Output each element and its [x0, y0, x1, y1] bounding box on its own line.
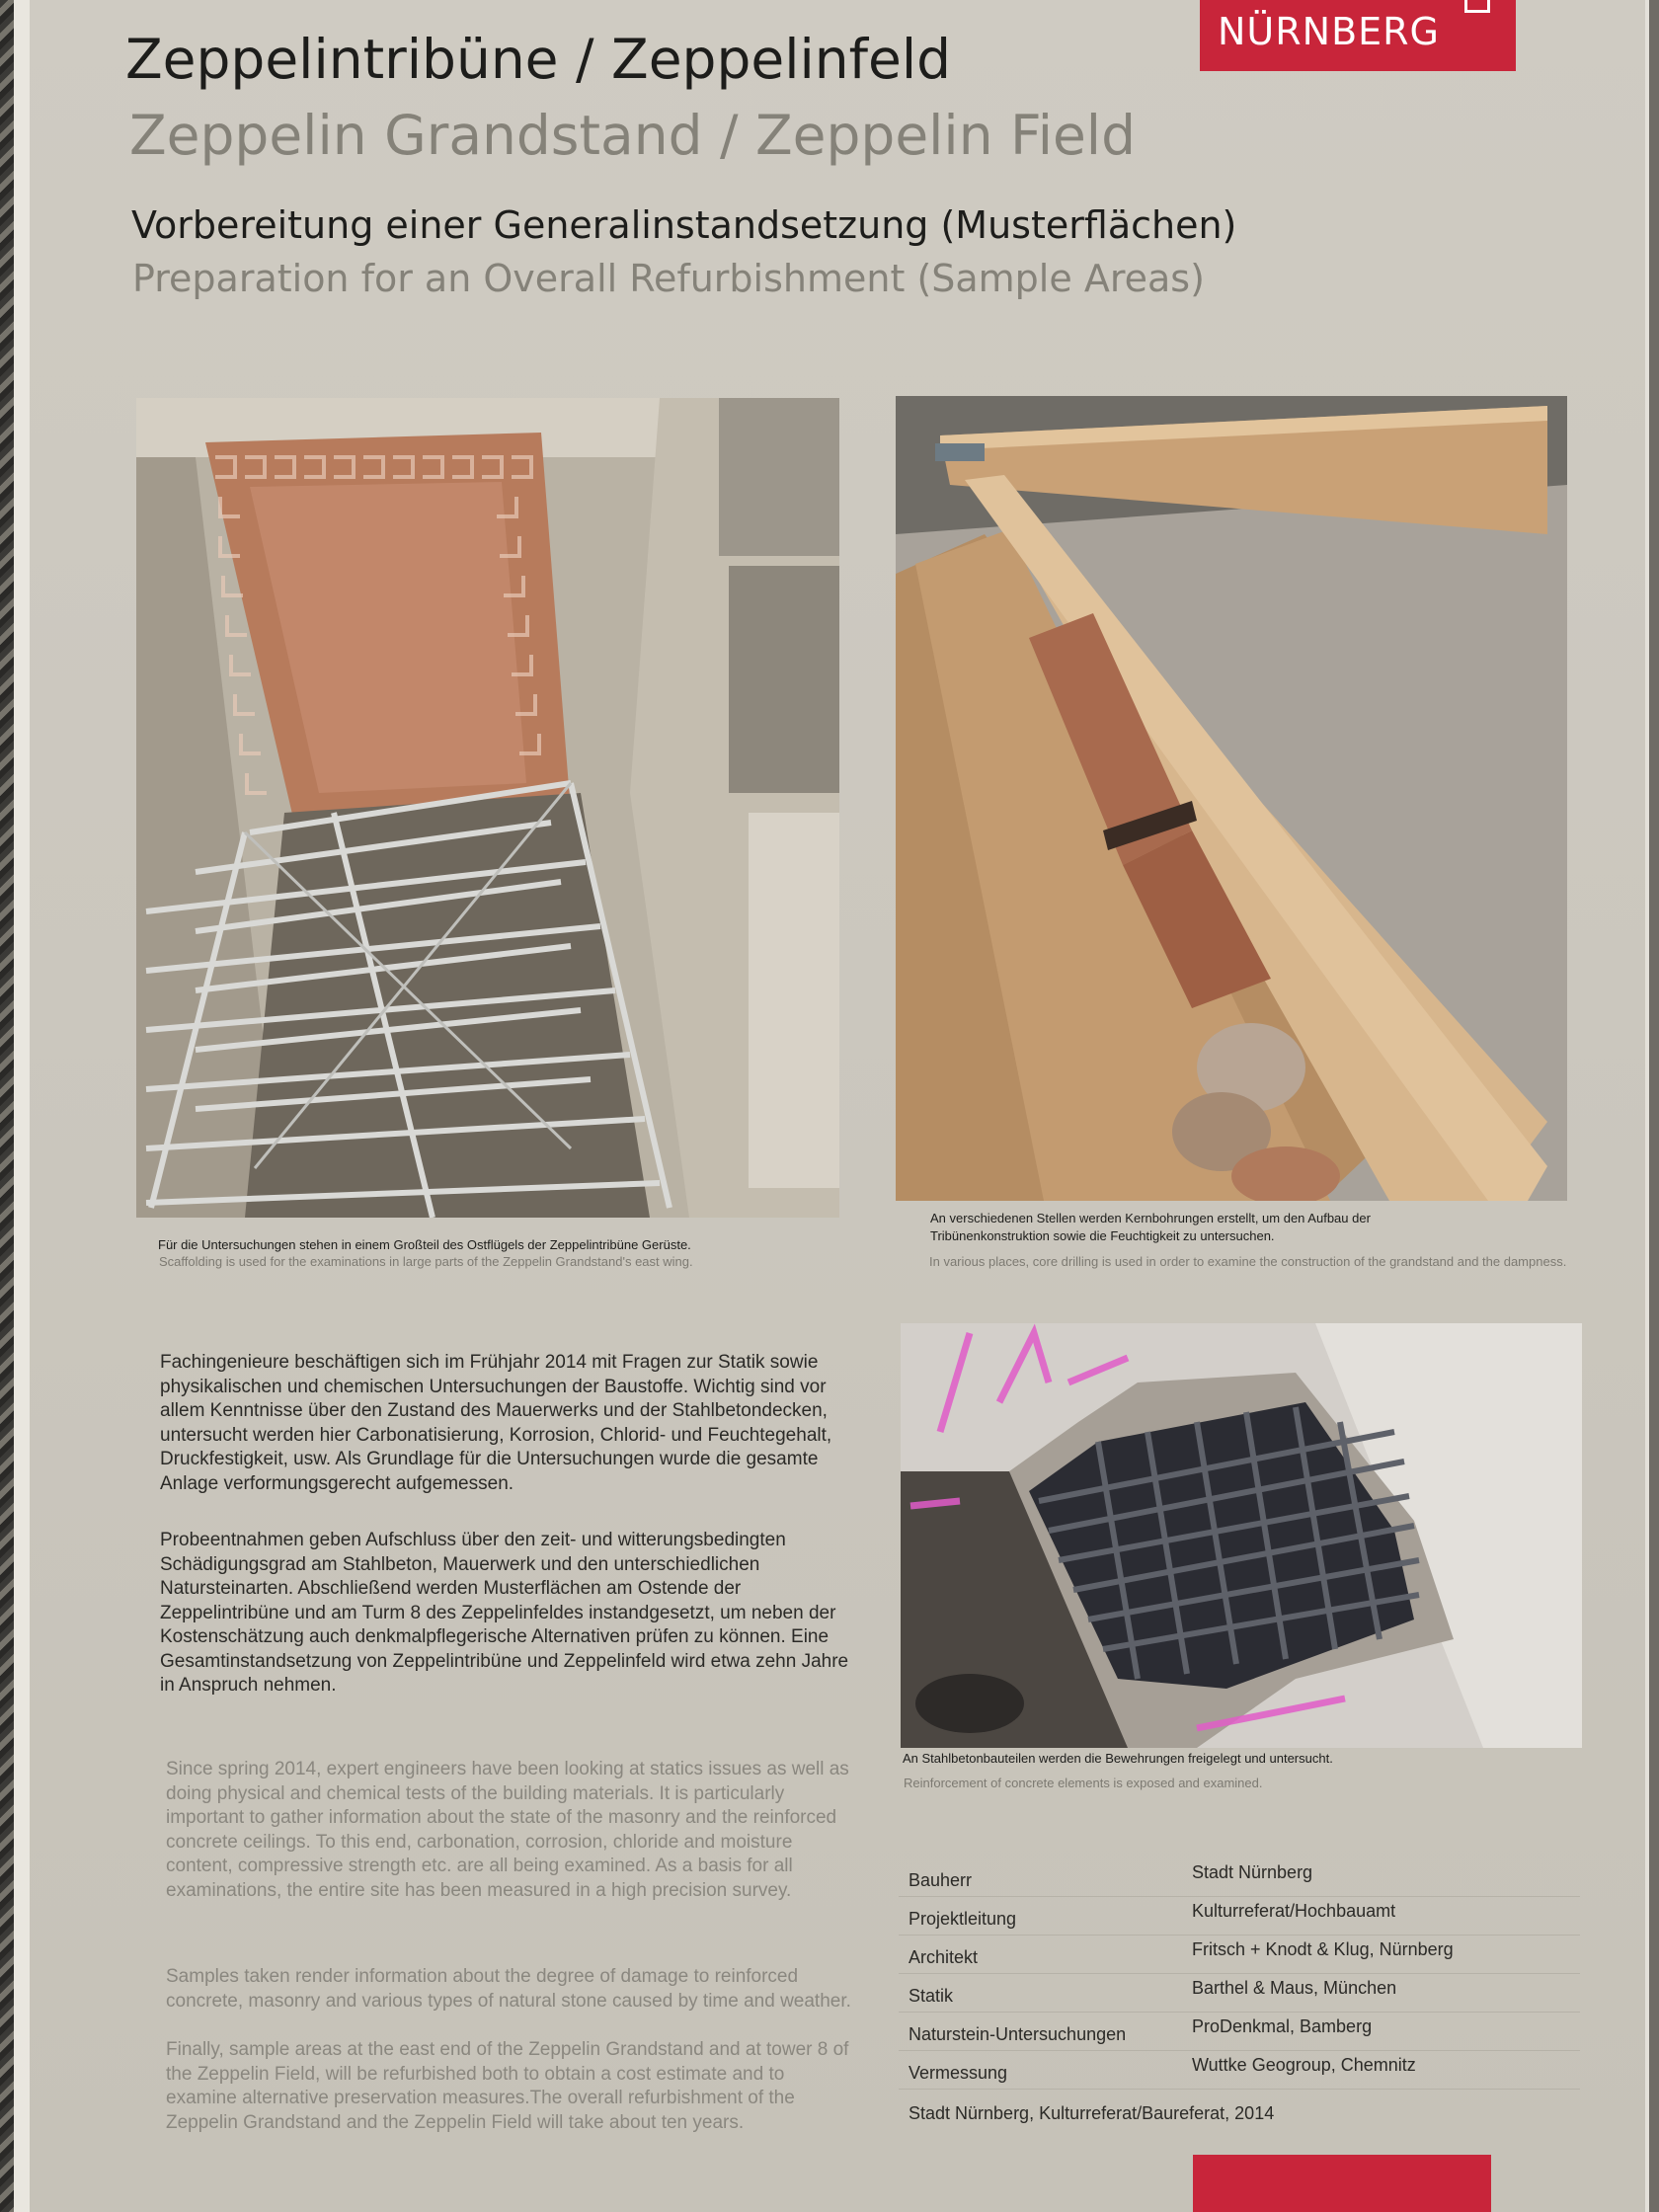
info-panel: [30, 0, 1645, 2212]
credit-name: Fritsch + Knodt & Klug, Nürnberg: [1192, 1939, 1454, 1959]
core-samples-caption-german: An verschiedenen Stellen werden Kernbohrungen erstellt, um den Aufbau der Tribünenkonstruktion sowie die Feuchtigkeit zu untersuchen.: [930, 1211, 1371, 1243]
logo-mark-icon: [1464, 0, 1490, 13]
nuernberg-logo: [1200, 0, 1516, 71]
body-english-paragraph-1: Since spring 2014, expert engineers have been looking at statics issues as well as doing physical and chemical tests of the building materials. It is particularly important to gather information about the state of the masonry and the reinforced concrete ceilings. To this end, carbonation, corrosion, chloride and moisture content, compressive strength etc. are all being examined. As a basis for all examinations, the entire site has been measured in a high precision survey.: [166, 1759, 849, 1901]
credit-row: [899, 1858, 1580, 1897]
scaffolding-photo: [136, 398, 839, 1218]
credit-name: Kulturreferat/Hochbauamt: [1192, 1901, 1396, 1921]
credit-name: Barthel & Maus, München: [1192, 1978, 1397, 1998]
logo-text: NÜRNBERG: [1218, 10, 1440, 53]
credit-row: [899, 1936, 1580, 1974]
subtitle-english: Preparation for an Overall Refurbishment (Sample Areas): [132, 257, 1205, 300]
core-samples-caption-english: In various places, core drilling is used in order to examine the construction of the grandstand and the dampness.: [929, 1254, 1567, 1269]
rebar-caption-english: Reinforcement of concrete elements is exposed and examined.: [904, 1776, 1263, 1790]
credit-role: Architekt: [908, 1947, 979, 1967]
red-footer-block: [1193, 2155, 1491, 2212]
scaffolding-caption-german: Für die Untersuchungen stehen in einem Großteil des Ostflügels der Zeppelintribüne Gerüste.: [158, 1237, 691, 1252]
scaffolding-caption-english: Scaffolding is used for the examinations in large parts of the Zeppelin Grandstand's east wing.: [159, 1254, 693, 1269]
credit-role: Projektleitung: [908, 1909, 1017, 1929]
rebar-caption-german: An Stahlbetonbauteilen werden die Bewehrungen freigelegt und untersucht.: [903, 1751, 1333, 1766]
credit-row: [899, 2051, 1580, 2090]
subtitle-german: Vorbereitung einer Generalinstandsetzung (Musterflächen): [131, 203, 1237, 247]
credit-row: [899, 1974, 1580, 2013]
body-german-paragraph-2: Probeentnahmen geben Aufschluss über den zeit- und witterungsbedingten Schädigungsgrad am Stahlbeton, Mauerwerk und den unterschiedlichen Natursteinarten. Abschließend werden Musterflächen am Ostende der Zeppelintribüne und am Turm 8 des Zeppelinfeldes instandgesetzt, um neben der Kostenschätzung auch denkmalpflegerische Alternativen prüfen zu können. Eine Gesamtinstandsetzung von Zeppelintribüne und Zeppelinfeld wird etwa zehn Jahre in Anspruch nehmen.: [160, 1530, 849, 1696]
footer-note: Stadt Nürnberg, Kulturreferat/Baureferat, 2014: [908, 2103, 1275, 2123]
credit-name: Stadt Nürnberg: [1192, 1862, 1313, 1882]
credit-role: Statik: [908, 1986, 954, 2006]
body-english-paragraph-2: Samples taken render information about the degree of damage to reinforced concrete, masonry and various types of natural stone caused by time and weather.: [166, 1966, 851, 2012]
core-samples-photo: [896, 396, 1567, 1201]
credit-row: [899, 2013, 1580, 2051]
credit-row: [899, 1897, 1580, 1936]
body-german-paragraph-1: Fachingenieure beschäftigen sich im Frühjahr 2014 mit Fragen zur Statik sowie physikalischen und chemischen Untersuchungen der Baustoffe. Wichtig sind vor allem Kenntnisse über den Zustand des Mauerwerks und der Stahlbetondecken, untersucht werden hier Carbonatisierung, Korrosion, Chlorid- und Feuchtegehalt, Druckfestigkeit, usw. Als Grundlage für die Untersuchungen wurde die gesamte Anlage verformungsgerecht aufgemessen.: [160, 1352, 832, 1494]
credit-role: Vermessung: [908, 2063, 1008, 2083]
title-english: Zeppelin Grandstand / Zeppelin Field: [129, 104, 1137, 167]
title-german: Zeppelintribüne / Zeppelinfeld: [125, 28, 952, 91]
credit-name: Wuttke Geogroup, Chemnitz: [1192, 2055, 1416, 2075]
body-english-paragraph-3: Finally, sample areas at the east end of the Zeppelin Grandstand and at tower 8 of the Zeppelin Field, will be refurbished both to obtain a cost estimate and to examine alternative preservation measures.The overall refurbishment of the Zeppelin Grandstand and the Zeppelin Field will take about ten years.: [166, 2039, 849, 2133]
credit-role: Naturstein-Untersuchungen: [908, 2024, 1127, 2044]
credit-name: ProDenkmal, Bamberg: [1192, 2016, 1373, 2036]
credits-table: [899, 1858, 1580, 2090]
credit-role: Bauherr: [908, 1870, 973, 1890]
rebar-photo: [901, 1323, 1582, 1748]
